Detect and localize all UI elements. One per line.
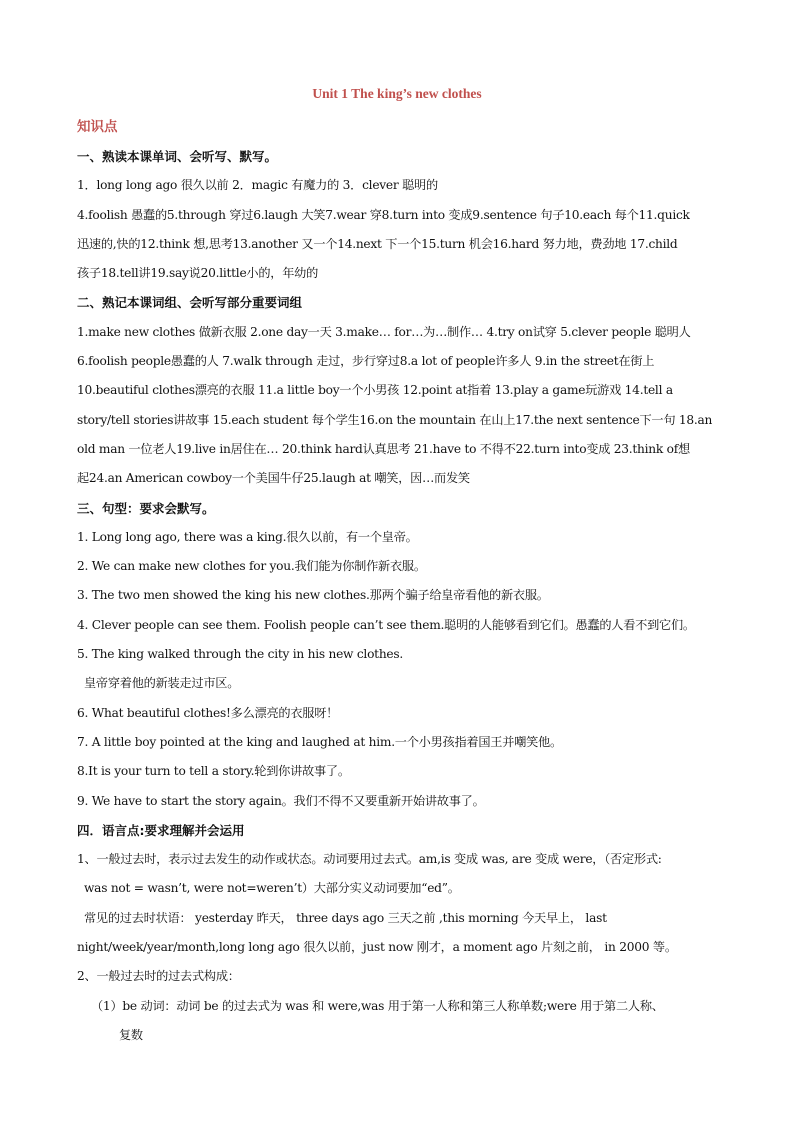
phrase-line: 6.foolish people愚蠢的人 7.walk through 走过，步行穿过8.a lot of people许多人 9.in the street在街上: [77, 354, 655, 369]
sentence-line: 3. The two men showed the king his new clothes.那两个骗子给皇帝看他的新衣服。: [77, 588, 549, 603]
sentence-translation: 皇帝穿着他的新装走过市区。: [84, 676, 240, 691]
section-heading-grammar: 四．语言点:要求理解并会运用: [77, 822, 245, 838]
section-heading-vocabulary: 一、熟读本课单词、会听写、默写。: [77, 149, 278, 164]
grammar-line: 2、一般过去时的过去式构成：: [77, 969, 240, 984]
vocab-line: 4.foolish 愚蠢的5.through 穿过6.laugh 大笑7.wear 穿8.turn into 变成9.sentence 句子10.each 每个11.quick: [77, 207, 690, 222]
grammar-line: was not = wasn’t, were not=weren’t）大部分实义动词要加“ed”。: [84, 881, 460, 896]
sentence-line: 9. We have to start the story again。我们不得不又要重新开始讲故事了。: [77, 793, 485, 808]
grammar-line: 常见的过去时状语： yesterday 昨天， three days ago 三天之前 ,this morning 今天早上， last: [84, 910, 607, 925]
phrase-line: 10.beautiful clothes漂亮的衣服 11.a little boy一个小男孩 12.point at指着 13.play a game玩游戏 14.tell a: [77, 383, 673, 398]
phrase-line: 起24.an American cowboy一个美国牛仔25.laugh at 嘲笑，因…而发笑: [77, 471, 470, 486]
sentence-line: 7. A little boy pointed at the king and laughed at him.一个小男孩指着国王并嘲笑他。: [77, 734, 562, 749]
sentence-line: 4. Clever people can see them. Foolish people can’t see them.聪明的人能够看到它们。愚蠢的人看不到它们。: [77, 617, 695, 632]
grammar-line: night/week/year/month,long long ago 很久以前，just now 刚才，a moment ago 片刻之前， in 2000 等。: [77, 940, 677, 955]
phrase-line: old man 一位老人19.live in居住在… 20.think hard认真思考 21.have to 不得不22.turn into变成 23.think of想: [77, 441, 690, 456]
section-heading-phrases: 二、熟记本课词组、会听写部分重要词组: [77, 295, 303, 311]
grammar-line: （1）be 动词：动词 be 的过去式为 was 和 were,was 用于第一人称和第三人称单数;were 用于第二人称、: [91, 998, 664, 1013]
doc-body: [77, 142, 717, 1050]
sentence-line: 1. Long long ago, there was a king.很久以前，有一个皇帝。: [77, 529, 418, 544]
phrase-line: 1.make new clothes 做新衣服 2.one day一天 3.make… for…为…制作… 4.try on试穿 5.clever people 聪明人: [77, 324, 691, 339]
doc-subtitle: 知识点: [77, 119, 118, 135]
sentence-line: 8.It is your turn to tell a story.轮到你讲故事了。: [77, 764, 350, 779]
vocab-line: 1．long long ago 很久以前 2．magic 有魔力的 3．clever 聪明的: [77, 178, 438, 193]
sentence-line: 2. We can make new clothes for you.我们能为你制作新衣服。: [77, 559, 426, 574]
grammar-line: 复数: [119, 1027, 143, 1042]
grammar-line: 1、一般过去时，表示过去发生的动作或状态。动词要用过去式。am,is 变成 was, are 变成 were，（否定形式:: [77, 852, 662, 867]
sentence-line: 5. The king walked through the city in his new clothes.: [77, 647, 404, 662]
section-heading-sentences: 三、句型：要求会默写。: [77, 500, 215, 516]
sentence-line: 6. What beautiful clothes!多么漂亮的衣服呀！: [77, 705, 339, 720]
phrase-line: story/tell stories讲故事 15.each student 每个学生16.on the mountain 在山上17.the next sentence下一句 18.an: [77, 412, 713, 427]
doc-title: Unit 1 The king’s new clothes: [312, 86, 482, 101]
vocab-line: 孩子18.tell讲19.say说20.little小的，年幼的: [77, 266, 319, 281]
vocab-line: 迅速的,快的12.think 想,思考13.another 又一个14.next 下一个15.turn 机会16.hard 努力地，费劲地 17.child: [77, 236, 678, 251]
